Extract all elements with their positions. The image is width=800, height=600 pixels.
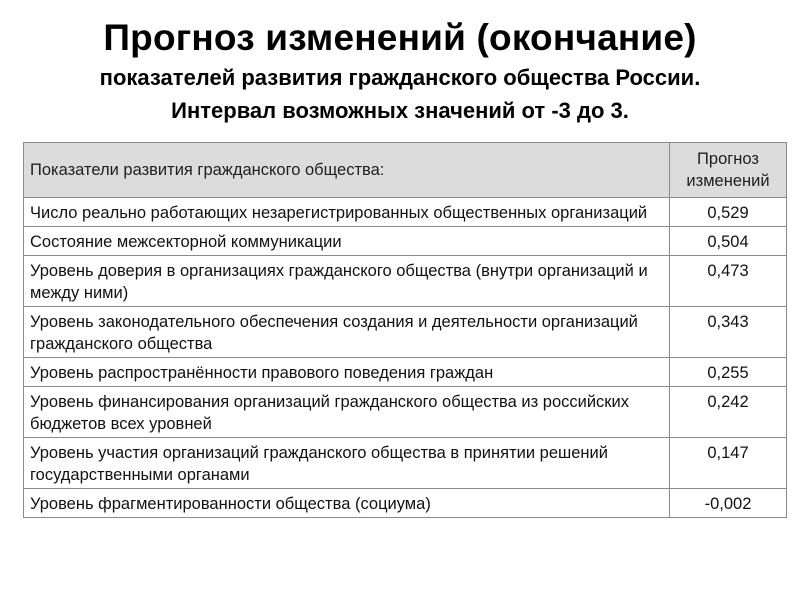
header-indicator: Показатели развития гражданского общества: (24, 143, 670, 198)
title-block (0, 16, 800, 126)
row-indicator: Уровень фрагментированности общества (социума) (24, 489, 670, 518)
table-row (24, 307, 787, 358)
row-indicator: Уровень участия организаций гражданского общества в принятии решений государственными органами (24, 438, 670, 489)
table-row (24, 198, 787, 227)
row-value: 0,529 (670, 198, 787, 227)
table-row (24, 227, 787, 256)
page-subtitle-line-1: показателей развития гражданского общества России. (99, 65, 701, 90)
header-forecast (670, 143, 787, 198)
table-row (24, 358, 787, 387)
row-indicator: Состояние межсекторной коммуникации (24, 227, 670, 256)
forecast-table-container (23, 142, 780, 518)
row-indicator: Уровень законодательного обеспечения создания и деятельности организаций гражданского общества (24, 307, 670, 358)
header-forecast-line-1: Прогноз (697, 150, 759, 168)
table-header-row (24, 143, 787, 198)
row-value: 0,473 (670, 256, 787, 307)
row-indicator: Число реально работающих незарегистрированных общественных организаций (24, 198, 670, 227)
row-indicator: Уровень финансирования организаций гражданского общества из российских бюджетов всех уровней (24, 387, 670, 438)
table-row (24, 387, 787, 438)
forecast-table (23, 142, 787, 518)
row-value: -0,002 (670, 489, 787, 518)
row-value: 0,242 (670, 387, 787, 438)
row-value: 0,255 (670, 358, 787, 387)
row-indicator: Уровень доверия в организациях гражданского общества (внутри организаций и между ними) (24, 256, 670, 307)
row-value: 0,147 (670, 438, 787, 489)
row-value: 0,504 (670, 227, 787, 256)
row-indicator: Уровень распространённости правового поведения граждан (24, 358, 670, 387)
table-row (24, 438, 787, 489)
page-subtitle-line-2: Интервал возможных значений от -3 до 3. (171, 98, 629, 123)
page-title: Прогноз изменений (окончание) (103, 17, 697, 58)
header-forecast-line-2: изменений (686, 172, 770, 190)
table-row (24, 256, 787, 307)
table-row (24, 489, 787, 518)
row-value: 0,343 (670, 307, 787, 358)
